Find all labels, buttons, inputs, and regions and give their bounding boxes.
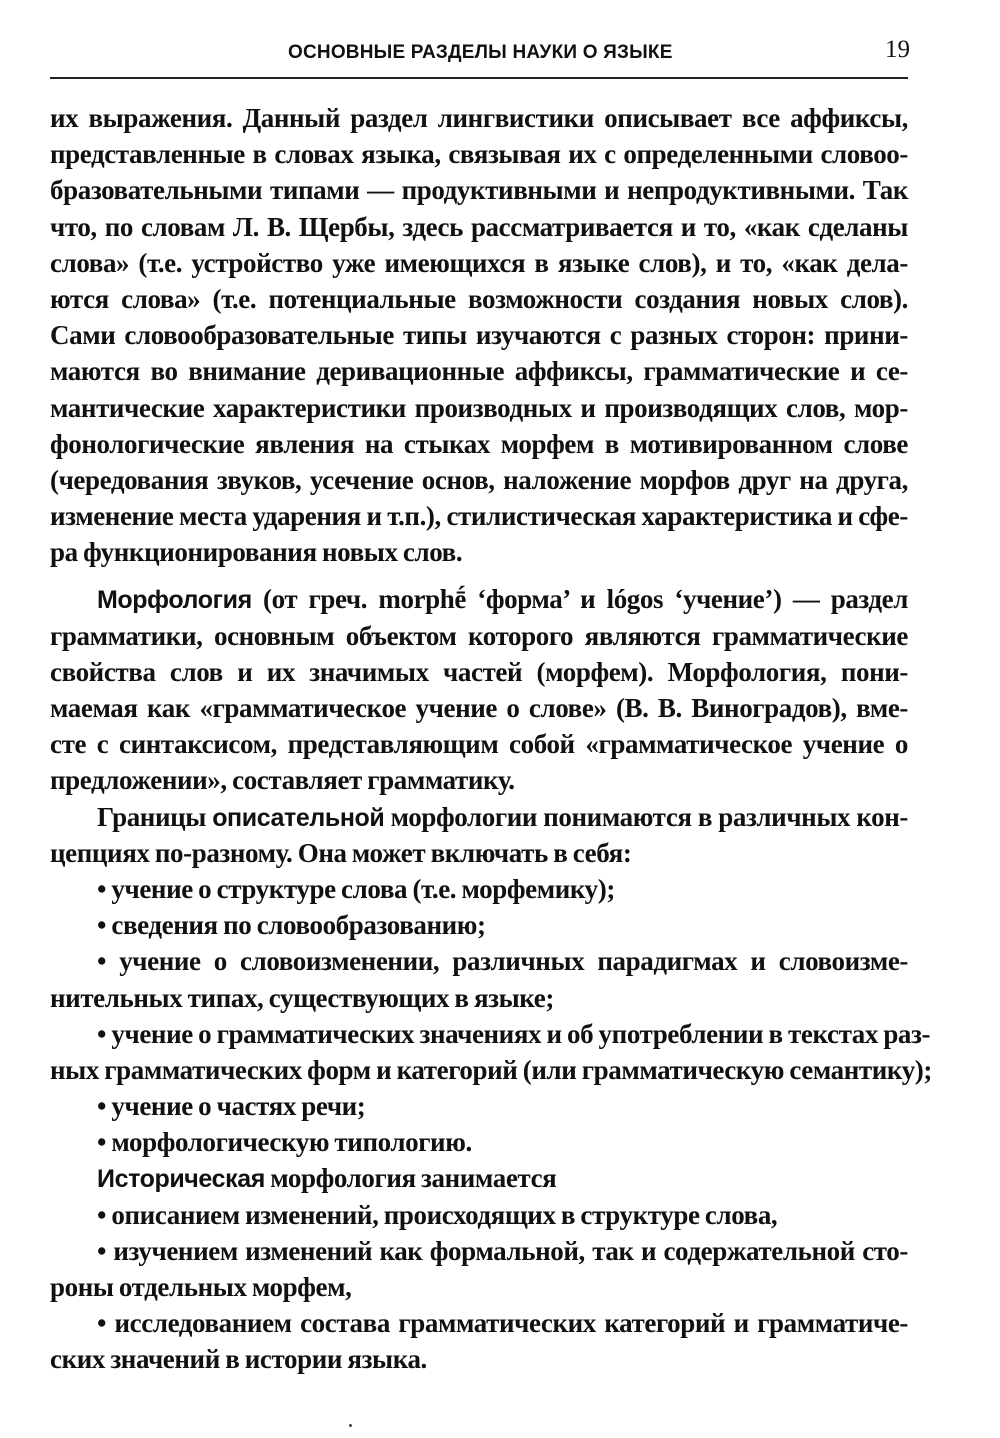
print-speck [349, 1424, 352, 1427]
text-line [50, 581, 908, 617]
term-descriptive: описательной [212, 803, 385, 832]
text-line: что, по словам Л. В. Щербы, здесь рассматривается и то, «как сделаны [50, 211, 908, 242]
text-line: (чередования звуков, усечение основ, наложение морфов друг на друга, [50, 464, 908, 495]
text-line: слова» (т.е. устройство уже имеющихся в языке слов), и то, «как дела- [50, 247, 908, 278]
body-text [50, 100, 932, 1378]
text-line: маемая как «грамматическое учение о слове» (В. В. Виноградов), вме- [50, 693, 908, 723]
list-item-continuation: ных грамматических форм и категорий (или грамматическую семантику); [50, 1054, 932, 1085]
list-item-continuation: ских значений в истории языка. [50, 1344, 427, 1375]
text-line: сте с синтаксисом, представляющим собой «грамматическое учение о [50, 729, 908, 760]
list-item-continuation: роны отдельных морфем, [50, 1272, 352, 1302]
text-line: маются во внимание деривационные аффиксы, грамматические и се- [50, 356, 908, 387]
text-line: предложении», составляет грамматику. [50, 765, 515, 796]
term-morphology: Морфология [97, 586, 252, 615]
text-fragment: (от греч. morphḗ ʻформа’ и lógos ʻучение’) — раздел [251, 584, 908, 615]
text-line: фонологические явления на стыках морфем в мотивированном слове [50, 428, 908, 459]
running-head [50, 38, 910, 78]
list-item: • учение о структуре слова (т.е. морфемику); [97, 873, 615, 904]
list-item: • сведения по словообразованию; [97, 910, 486, 941]
list-item: • учение о словоизменении, различных парадигмах и словоизме- [97, 946, 908, 977]
text-fragment: морфологии понимаются в различных кон- [384, 801, 908, 832]
text-line: Сами словообразовательные типы изучаются с разных сторон: прини- [50, 320, 908, 351]
list-item: • учение о частях речи; [97, 1091, 366, 1122]
list-item: • исследованием состава грамматических категорий и грамматиче- [97, 1308, 908, 1339]
text-line: изменение места ударения и т.п.), стилистическая характеристика и сфе- [50, 501, 908, 532]
text-line: грамматики, основным объектом которого являются грамматические [50, 620, 908, 651]
list-item: • учение о грамматических значениях и об употреблении в текстах раз- [97, 1018, 931, 1049]
paragraph-morphology [50, 581, 908, 798]
text-line: бразовательными типами — продуктивными и непродуктивными. Так [50, 175, 908, 206]
term-historical: Историческая [97, 1165, 265, 1194]
text-line: ются слова» (т.е. потенциальные возможности создания новых слов). [50, 283, 908, 314]
running-title: ОСНОВНЫЕ РАЗДЕЛЫ НАУКИ О ЯЗЫКЕ [288, 42, 673, 63]
page-number: 19 [885, 36, 910, 63]
list-item-continuation: нительных типах, существующих в языке; [50, 982, 554, 1013]
text-line: их выражения. Данный раздел лингвистики описывает все аффиксы, [50, 103, 908, 133]
list-item: • изучением изменений как формальной, так и содержательной сто- [97, 1235, 908, 1266]
list-item: • морфологическую типологию. [97, 1127, 472, 1158]
text-line: представленные в словах языка, связывая их с определенными словоо- [50, 139, 908, 170]
list-item: • описанием изменений, происходящих в структуре слова, [97, 1199, 778, 1230]
paragraph-gap [50, 570, 908, 581]
text-line [50, 799, 908, 835]
text-line: ра функционирования новых слов. [50, 537, 463, 568]
header-rule [50, 77, 908, 79]
text-line: цепциях по-разному. Она может включать в себя: [50, 837, 632, 868]
text-line: свойства слов и их значимых частей (морфем). Морфология, пони- [50, 656, 908, 687]
paragraph-descriptive [50, 799, 908, 871]
text-line [50, 1160, 908, 1196]
descriptive-list [50, 871, 932, 1161]
text-fragment: морфология занимается [264, 1163, 557, 1194]
text-line: мантические характеристики производных и производящих слов, мор- [50, 392, 908, 423]
historical-list [50, 1197, 908, 1378]
paragraph-historical [50, 1160, 908, 1196]
paragraph-word-formation [50, 100, 908, 570]
text-fragment: Границы [97, 801, 213, 832]
